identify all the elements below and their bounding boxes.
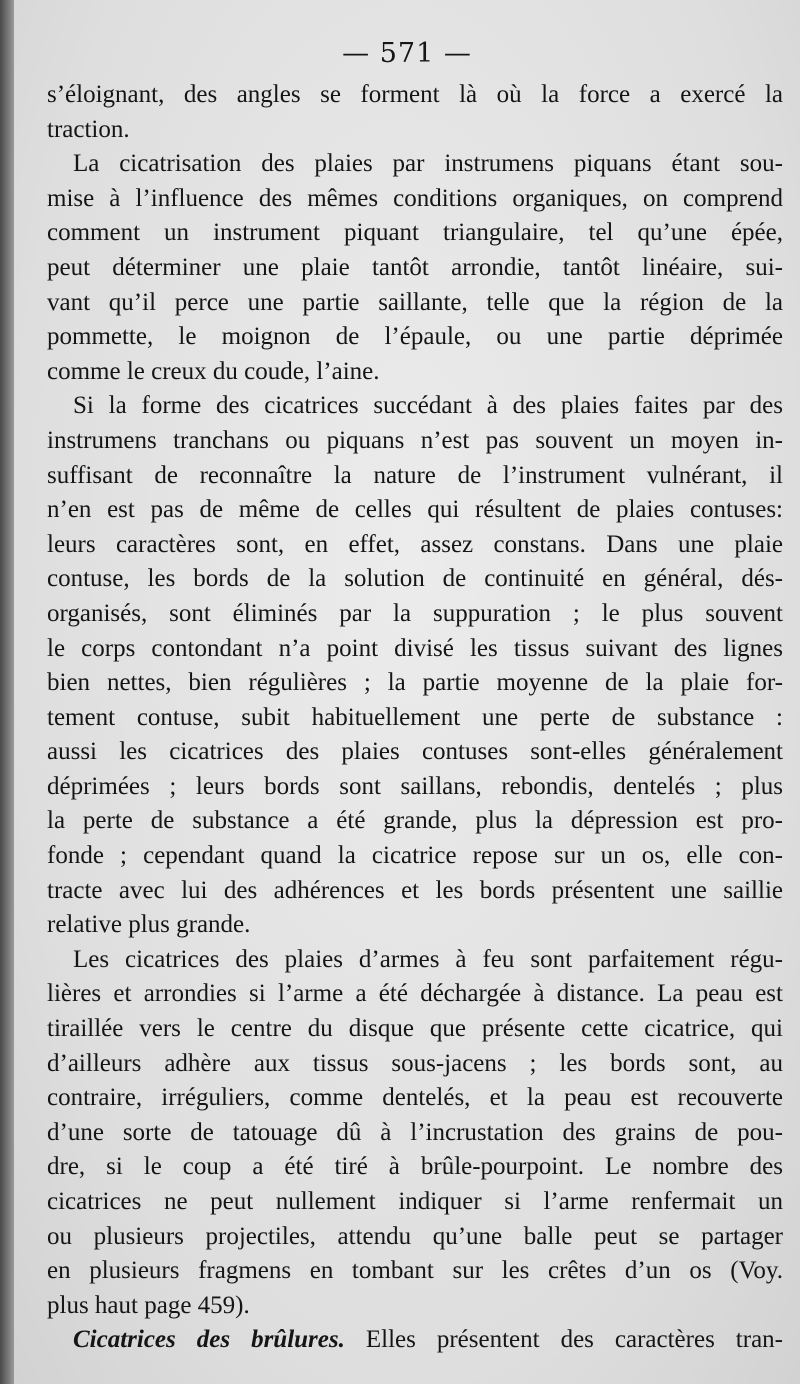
text-line: Les cicatrices des plaies d’armes à feu sont parfaitement régu- — [73, 945, 783, 973]
page-number: — 571 — — [342, 38, 472, 69]
text-line: tiraillée vers le centre du disque que présente cette cicatrice, qui — [47, 1015, 783, 1043]
text-line: tracte avec lui des adhérences et les bords présentent une saillie — [47, 876, 783, 904]
text-line: contuse, les bords de la solution de continuité en général, dés- — [47, 565, 783, 593]
text-line: Si la forme des cicatrices succédant à des plaies faites par des — [73, 392, 783, 420]
text-line: lières et arrondies si l’arme a été déchargée à distance. La peau est — [47, 980, 783, 1008]
text-line: déprimées ; leurs bords sont saillans, rebondis, dentelés ; plus — [47, 772, 783, 800]
text-line: cicatrices ne peut nullement indiquer si l’arme renfermait un — [47, 1188, 783, 1215]
text-line-last — [47, 1323, 783, 1358]
text-line: organisés, sont éliminés par la suppuration ; le plus souvent — [47, 599, 783, 627]
text-line: le corps contondant n’a point divisé les tissus suivant des lignes — [47, 634, 783, 662]
text-line: s’éloignant, des angles se forment là où la force a exercé la — [47, 81, 783, 108]
text-line: aussi les cicatrices des plaies contuses sont-elles généralement — [47, 738, 783, 766]
text-line: La cicatrisation des plaies par instrumens piquans étant sou- — [73, 150, 783, 178]
text-line: d’ailleurs adhère aux tissus sous-jacens ; les bords sont, au — [47, 1049, 783, 1077]
book-page — [14, 0, 800, 1384]
text-line: plus haut page 459). — [47, 1291, 250, 1319]
text-line: fonde ; cependant quand la cicatrice repose sur un os, elle con- — [47, 842, 783, 870]
text-line: dre, si le coup a été tiré à brûle-pourpoint. Le nombre des — [47, 1153, 783, 1181]
text-line: comment un instrument piquant triangulaire, tel qu’une épée, — [47, 219, 783, 247]
book-spine-shadow — [0, 0, 14, 1384]
text-line: en plusieurs fragmens en tombant sur les crêtes d’un os (Voy. — [47, 1257, 783, 1285]
text-line: traction. — [47, 115, 130, 143]
text-line: comme le creux du coude, l’aine. — [47, 357, 380, 385]
body-text — [47, 78, 783, 1358]
text-line: relative plus grande. — [47, 911, 251, 939]
text-line: mise à l’influence des mêmes conditions organiques, on comprend — [47, 184, 783, 212]
text-line: tement contuse, subit habituellement une perte de substance : — [47, 703, 783, 731]
text-line: la perte de substance a été grande, plus la dépression est pro- — [47, 807, 783, 835]
text-line: d’une sorte de tatouage dû à l’incrustation des grains de pou- — [47, 1118, 783, 1146]
section-heading: Cicatrices des brûlures. — [73, 1326, 345, 1354]
text-line: n’en est pas de même de celles qui résultent de plaies contuses: — [47, 496, 783, 524]
text-line: contraire, irréguliers, comme dentelés, et la peau est recouverte — [47, 1084, 783, 1112]
text-line: instrumens tranchans ou piquans n’est pas souvent un moyen in- — [47, 426, 783, 454]
text-line: suffisant de reconnaître la nature de l’instrument vulnérant, il — [47, 461, 783, 489]
text-line: ou plusieurs projectiles, attendu qu’une balle peut se partager — [47, 1222, 783, 1250]
text-line: pommette, le moignon de l’épaule, ou une partie déprimée — [47, 323, 783, 351]
text-line: leurs caractères sont, en effet, assez constans. Dans une plaie — [47, 530, 783, 558]
text-line: vant qu’il perce une partie saillante, telle que la région de la — [47, 288, 783, 316]
text-line: peut déterminer une plaie tantôt arrondie, tantôt linéaire, sui- — [47, 253, 783, 281]
text-line: bien nettes, bien régulières ; la partie moyenne de la plaie for- — [47, 669, 783, 697]
section-heading-rest: Elles présentent des caractères tran- — [344, 1326, 783, 1354]
